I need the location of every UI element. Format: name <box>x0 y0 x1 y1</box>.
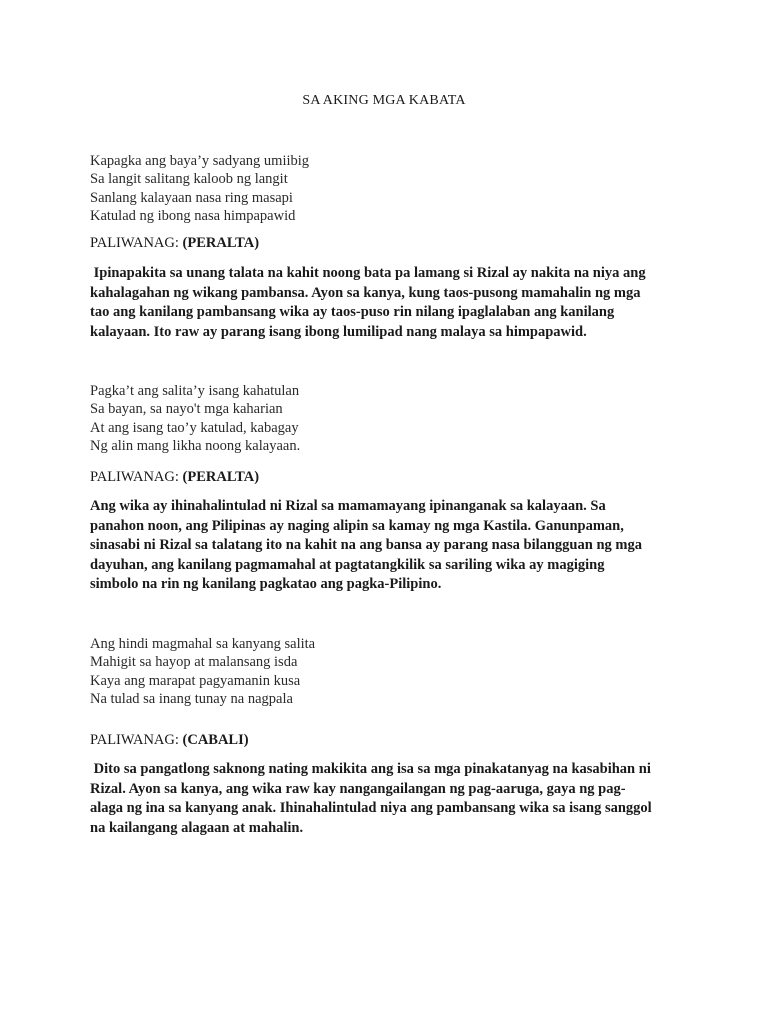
heading-label: PALIWANAG: <box>90 469 183 485</box>
explanation-paragraph-2 <box>90 497 690 595</box>
stanza-line: Mahigit sa hayop at malansang isda <box>90 654 298 671</box>
poem-stanza-3 <box>90 635 315 708</box>
stanza-line: Pagka’t ang salita’y isang kahatulan <box>90 383 300 399</box>
heading-label: PALIWANAG: <box>90 732 183 748</box>
page-title: SA AKING MGA KABATA <box>302 93 466 108</box>
stanza-line: Kaya ang marapat pagyamanin kusa <box>90 672 301 689</box>
paragraph-line: panahon noon, ang Pilipinas ay naging alipin sa kamay ng mga Kastila. Ganunpaman, <box>90 517 624 534</box>
stanza-line: Ng alin mang likha noong kalayaan. <box>90 437 301 454</box>
explanation-heading-3 <box>90 732 249 749</box>
paragraph-line: sinasabi ni Rizal sa talatang ito na kahit na ang bansa ay parang nasa bilangguan ng mga <box>90 537 642 553</box>
paragraph-line: kahalagahan ng wikang pambansa. Ayon sa kanya, kung taos-pusong mamahalin ng mga <box>90 284 641 301</box>
explanation-heading-1 <box>90 235 259 252</box>
explanation-heading-2 <box>90 469 259 486</box>
paragraph-line: tao ang kanilang pambansang wika ay taos-puso rin nilang ipaglalaban ang kanilang <box>90 304 615 320</box>
heading-label: PALIWANAG: <box>90 235 183 251</box>
paragraph-line: Ang wika ay ihinahalintulad ni Rizal sa mamamayang ipinanganak sa kalayaan. Sa <box>90 498 606 514</box>
paragraph-line: Ipinapakita sa unang talata na kahit noong bata pa lamang si Rizal ay nakita na niya ang <box>90 265 646 281</box>
paragraph-line: simbolo na rin ng kanilang pagkatao ang pagka-Pilipino. <box>90 576 442 592</box>
explanation-paragraph-3 <box>90 760 690 838</box>
paragraph-line: dayuhan, ang kanilang pagmamahal at pagtatangkilik sa sariling wika ay magiging <box>90 556 605 573</box>
paragraph-line: Dito sa pangatlong saknong nating makikita ang isa sa mga pinakatanyag na kasabihan ni <box>90 761 651 777</box>
stanza-line: Sa bayan, sa nayo't mga kaharian <box>90 401 283 418</box>
stanza-line: At ang isang tao’y katulad, kabagay <box>90 419 299 436</box>
heading-author: (PERALTA) <box>182 469 260 485</box>
stanza-line: Kapagka ang baya’y sadyang umiibig <box>90 153 310 169</box>
explanation-paragraph-1 <box>90 264 690 342</box>
paragraph-line: na kailangang alagaan at mahalin. <box>90 819 304 836</box>
paragraph-line: Rizal. Ayon sa kanya, ang wika raw kay nangangailangan ng pag-aaruga, gaya ng pag- <box>90 780 626 797</box>
stanza-line: Sanlang kalayaan nasa ring masapi <box>90 189 293 206</box>
poem-stanza-2 <box>90 382 300 455</box>
stanza-line: Na tulad sa inang tunay na nagpala <box>90 690 293 707</box>
stanza-line: Katulad ng ibong nasa himpapawid <box>90 207 296 224</box>
paragraph-line: kalayaan. Ito raw ay parang isang ibong lumilipad nang malaya sa himpapawid. <box>90 323 587 340</box>
stanza-line: Sa langit salitang kaloob ng langit <box>90 171 288 188</box>
heading-author: (CABALI) <box>182 732 249 748</box>
heading-author: (PERALTA) <box>182 235 260 251</box>
paragraph-line: alaga ng ina sa kanyang anak. Ihinahalintulad niya ang pambansang wika sa isang sanggol <box>90 800 652 816</box>
stanza-line: Ang hindi magmahal sa kanyang salita <box>90 636 316 652</box>
poem-stanza-1 <box>90 152 309 225</box>
